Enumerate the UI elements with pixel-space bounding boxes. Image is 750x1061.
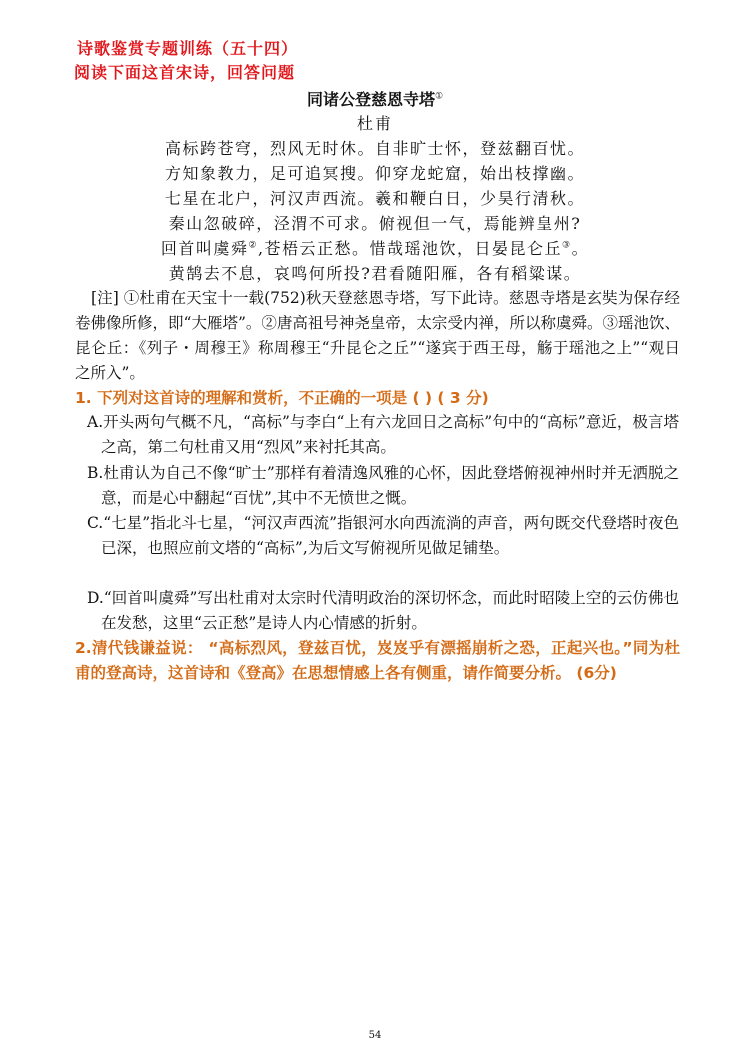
footnote-mark: ② [248, 240, 258, 251]
question-1-option-c: C.“七星”指北斗七星，“河汉声西流”指银河水向西流淌的声音，两句既交代登塔时夜色已深，也照应前文塔的“高标”,为后文写俯视所见做足铺垫。 [87, 514, 679, 557]
poem-line-5: 回首叫虞舜②,苍梧云正愁。惜哉瑶池饮，日晏昆仑丘③。 [160, 239, 590, 258]
question-1-stem: 1. 下列对这首诗的理解和赏析，不正确的一项是 ( ) ( 3 分) [75, 389, 489, 407]
poem-line-1: 高标跨苍穹，烈风无时休。自非旷士怀，登兹翻百忧。 [164, 139, 585, 158]
reading-instruction: 阅读下面这首宋诗，回答问题 [74, 63, 296, 82]
poem-line-4: 秦山忽破碎，泾渭不可求。俯视但一气，焉能辨皇州? [168, 214, 582, 233]
poem-title: 同诸公登慈恩寺塔① [306, 90, 444, 109]
poem-line-2: 方知象教力，足可追冥搜。仰穿龙蛇窟，始出枝撑幽。 [164, 164, 585, 183]
question-1-option-b: B.杜甫认为自己不像“旷士”那样有着清逸风雅的心怀，因此登塔俯视神州时并无洒脱之意，而是心中翻起“百忧”,其中不无愤世之慨。 [87, 464, 679, 507]
footnote-mark: ① [434, 91, 444, 102]
question-1-option-a: A.开头两句气概不凡，“高标”与李白“上有六龙回日之高标”句中的“高标”意近，极言塔之高，第二句杜甫又用“烈风”来衬托其高。 [87, 413, 679, 456]
poem-author: 杜甫 [356, 114, 393, 133]
question-1-option-d: D.“回首叫虞舜”写出杜甫对太宗时代清明政治的深切怀念，而此时昭陵上空的云仿佛也在发愁，这里“云正愁”是诗人内心情感的折射。 [87, 589, 679, 632]
poem-line-3: 七星在北户，河汉声西流。羲和鞭白日，少昊行清秋。 [164, 189, 585, 208]
question-2: 2.清代钱谦益说： “高标烈风，登兹百忧，岌岌乎有漂摇崩析之恐，正起兴也。”同为杜甫的登高诗，这首诗和《登高》在思想情感上各有侧重，请作简要分析。 (6分) [75, 639, 680, 682]
page-number: 54 [368, 1030, 382, 1041]
poem-line-6: 黄鹄去不息，哀鸣何所投?君看随阳雁，各有稻粱谋。 [168, 264, 582, 283]
footnote-mark: ③ [562, 240, 572, 251]
series-title: 诗歌鉴赏专题训练（五十四） [77, 39, 299, 58]
poem-annotation: [注] ①杜甫在天宝十一载(752)秋天登慈恩寺塔，写下此诗。慈恩寺塔是玄奘为保存经卷佛像所修，即“大雁塔”。②唐高祖号神尧皇帝，太宗受内禅，所以称虞舜。③瑶池饮、昆仑丘：《列子・周穆王》称周穆王“升昆仑之丘”“遂宾于西王母，觞于瑶池之上”“观日之所入”。 [75, 289, 680, 382]
